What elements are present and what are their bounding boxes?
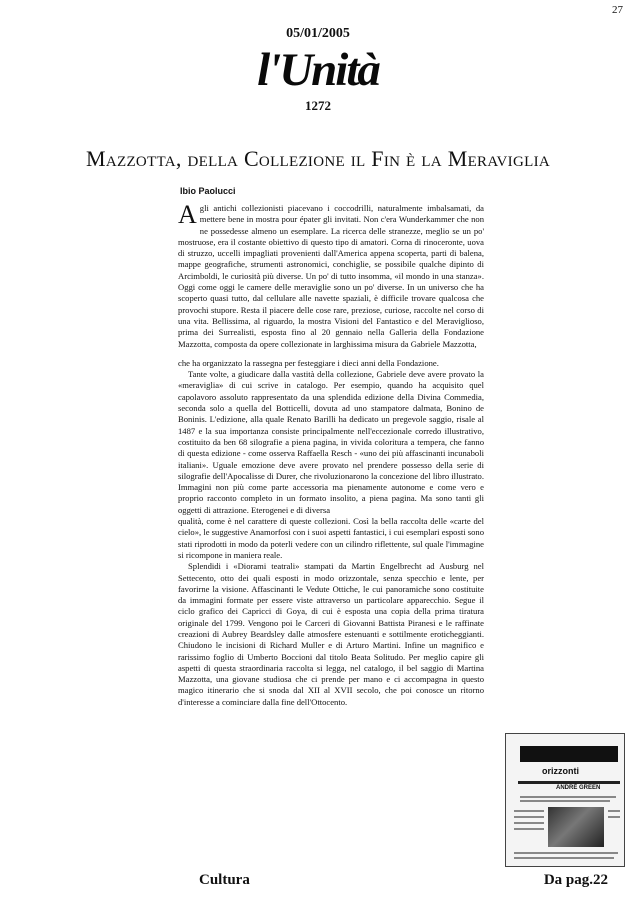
article-headline: Mazzotta, della Collezione il Fin è la Meraviglia: [86, 146, 550, 171]
thumbnail-text-line: [514, 822, 544, 824]
thumbnail-author: ANDRÉ GREEN: [556, 785, 601, 791]
article-byline: Ibio Paolucci: [180, 186, 236, 196]
thumbnail-text-line: [608, 816, 620, 818]
thumbnail-text-line: [520, 796, 616, 798]
article-paragraph: Splendidi i «Diorami teatrali» stampati da Martin Engelbrecht ad Ausburg nel Settecento, otto dei quali esposti in modo orizzontale, senza specchio e lente, per favorirne la visione. Affascinanti le Vedute Ottiche, le cui panoramiche sono costituite da immagini formate per essere viste attraverso un particolare apparecchio. Segue il ciclo grafico dei Capricci di Goya, di cui è esposta una copia della prima tiratura originale del 1799. Vengono poi le Carceri di Giovanni Battista Piranesi e le raffinate creazioni di Aubrey Beardsley dalle atmosfere estenuanti e sottilmente eroticheggianti. Chiudono le incisioni di Richard Muller e di Arturo Martini. Infine un magnifico e rarissimo foglio di Umberto Boccioni dal titolo Beata Solitudo. Per meglio capire gli aspetti di questa straordinaria raccolta si legga, nel catalogo, il bel saggio di Martina Mazzotta, una giovane studiosa che ci prende per mano e ci accompagna in questo magico itinerario che si snoda dal XII al XVII secolo, che poi conosce un ritorno d'interesse a cominciare dalla fine dell'Ottocento.: [178, 561, 484, 707]
thumbnail-photo: [548, 807, 604, 847]
article-paragraph: Tante volte, a giudicare dalla vastità della collezione, Gabriele deve avere provato la «meraviglia» di cui scrive in catalogo. Per esempio, quando ha acquisito quel capolavoro assoluto rappresentato da una splendida edizione della Divina Commedia, seconda solo a quella del Botticelli, dovuta ad uno stampatore dalmata, Bonino de Boninis. L'edizione, alla quale Renato Barilli ha dedicato un pregevole saggio, risale al 1487 e la sua importanza consiste principalmente nell'eccezionale corredo illustrativo, costituito da ben 68 silografie a piena pagina, in vivida coloritura a tempera, che fanno di questa edizione - come osserva Raffaella Resch - «uno dei più affascinanti incunaboli italiani». Uguale emozione deve avere provato nel prendere possesso della serie di silografie dell'Apocalisse di Durer, che rivoluzionarono la concezione del libro illustrato. Immagini non più come parte accessoria ma pienamente autonome e come vero e proprio racconto completo in un formato insolito, a piena pagina. Ma sono tanti gli oggetti di attrazione. Eterogenei e di diversa: [178, 369, 484, 515]
masthead-logo: l'Unità: [257, 44, 379, 96]
page-number: 27: [612, 4, 623, 16]
article-paragraph: [178, 200, 484, 350]
thumbnail-text-line: [514, 828, 544, 830]
issue-number: 1272: [305, 98, 331, 113]
thumbnail-text-line: [514, 810, 544, 812]
footer-section: Cultura: [199, 872, 250, 888]
thumbnail-text-line: [608, 810, 620, 812]
thumbnail-masthead: [520, 746, 618, 762]
article-paragraph: qualità, come è nel carattere di queste collezioni. Così la bella raccolta delle «carte del cielo», le suggestive Anamorfosi con i suoi aspetti fantastici, i cui esemplari esposti sono stati riprodotti in modo da poterli vedere con un cilindro riflettente, sul quale l'immagine si ricompone in maniera reale.: [178, 516, 484, 560]
page-thumbnail: [505, 733, 625, 867]
article-body: [178, 200, 484, 708]
footer-continuation: Da pag.22: [543, 872, 608, 888]
thumbnail-text-line: [514, 816, 544, 818]
thumbnail-section: orizzonti: [542, 766, 579, 776]
article-paragraph: che ha organizzato la rassegna per festeggiare i dieci anni della Fondazione.: [178, 357, 439, 368]
thumbnail-text-line: [514, 857, 614, 859]
article-paragraph-text: gli antichi collezionisti piacevano i coccodrilli, naturalmente imbalsamati, da mettere bene in mostra pour épater gli invitati. Non c'era Wunderkammer che non ne possedesse almeno un esemplare. La ricerca delle stranezze, meglio se un po' mostruose, era il costante obiettivo di questo tipo di amatori. Corna di rinoceronte, uova di struzzo, uccelli impagliati provenienti dall'America appena scoperta, parti di balena, mappe geografiche, strumenti astronomici, conchiglie, se possibile qualche dipinto di Arcimboldi, le curiosità più diverse. Un po' di tutto insomma, «il mondo in una stanza». Oggi come oggi le camere delle meraviglie sono un po' diverse. In un universo che ha scoperto quasi tutto, dal cellulare alle navette spaziali, è difficile trovare qualcosa che provochi stupore. Resta il piacere delle cose rare, preziose, curiose, raccolte nel corso di una vita. Bellissima, al riguardo, la mostra Visioni del Fantastico e del Meraviglioso, prima dei Surrealisti, esposta fino al 20 gennaio nella Galleria della Fondazione Mazzotta, composta da opere collezionate in larghissima misura da Gabriele Mazzotta,: [178, 203, 484, 349]
thumbnail-rule: [518, 781, 620, 784]
date: 05/01/2005: [286, 26, 350, 41]
thumbnail-text-line: [514, 852, 618, 854]
thumbnail-text-line: [520, 800, 610, 802]
drop-cap: A: [178, 200, 197, 229]
